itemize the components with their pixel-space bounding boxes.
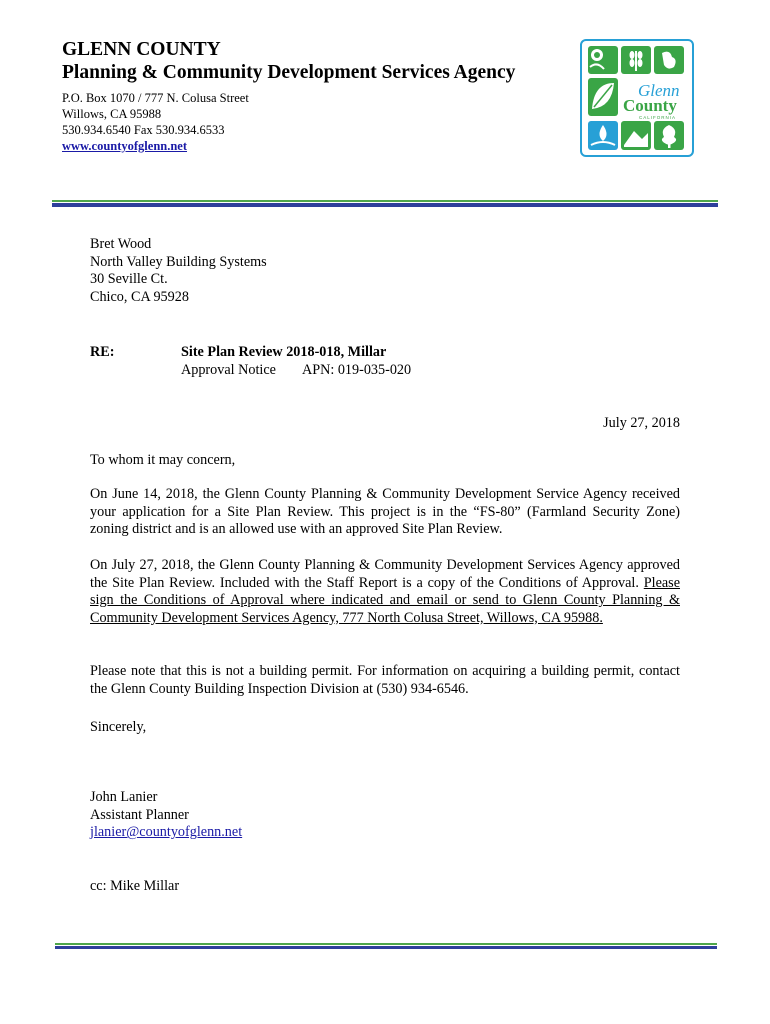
subject-title: Site Plan Review 2018-018, Millar — [181, 344, 387, 360]
agency-department: Planning & Community Development Services Agency — [62, 62, 516, 83]
closing: Sincerely, — [90, 719, 147, 735]
paragraph-approval — [90, 557, 680, 627]
website-link[interactable]: www.countyofglenn.net — [62, 139, 188, 153]
svg-text:CALIFORNIA: CALIFORNIA — [639, 115, 677, 120]
approval-text: On July 27, 2018, the Glenn County Planning & Community Development Services Agency approved the Site Plan Review. Included with the Staff Report is a copy of the Conditions of Approval. — [90, 557, 680, 591]
header-divider — [52, 200, 718, 207]
signing-instructions: Please sign the Conditions of Approval where indicated and email or send to Glenn County Planning & Community Development Services Agency, 777 North Colusa Street, Willows, CA 95988. — [90, 574, 680, 626]
landscape-icon — [621, 121, 651, 150]
carbon-copy: cc: Mike Millar — [90, 878, 180, 894]
paragraph-application: On June 14, 2018, the Glenn County Planning & Community Development Service Agency received your application for a Site Plan Review. This project is in the “FS-80” (Farmland Security Zone) zoning district and is an allowed use with an approved Site Plan Review. — [90, 486, 680, 538]
re-label: RE: — [90, 344, 115, 360]
paragraph-permit-note: Please note that this is not a building permit. For information on acquiring a building permit, contact the Glenn County Building Inspection Division at (530) 934-6546. — [90, 663, 680, 697]
subject-details — [181, 362, 411, 380]
salutation: To whom it may concern, — [90, 452, 236, 468]
agency-address — [62, 90, 532, 154]
signer-email-link[interactable]: jlanier@countyofglenn.net — [90, 824, 243, 841]
address-line: P.O. Box 1070 / 777 N. Colusa Street — [62, 91, 249, 105]
recipient-city: Chico, CA 95928 — [90, 288, 189, 305]
signer-name: John Lanier — [90, 789, 158, 805]
leaf-icon — [588, 78, 618, 116]
signer-title: Assistant Planner — [90, 806, 189, 823]
county-wordmark — [623, 81, 680, 120]
recipient-name: Bret Wood — [90, 236, 152, 252]
water-drop-icon — [588, 121, 618, 150]
recipient-street: 30 Seville Ct. — [90, 271, 168, 288]
glenn-county-logo — [580, 39, 694, 157]
approval-notice: Approval Notice — [181, 362, 276, 378]
bird-icon — [654, 46, 684, 74]
city-line: Willows, CA 95988 — [62, 107, 162, 121]
recipient-address — [90, 236, 680, 306]
phone-line: 530.934.6540 Fax 530.934.6533 — [62, 123, 225, 137]
footer-divider — [55, 943, 717, 949]
letterhead — [62, 38, 532, 154]
svg-text:County: County — [623, 96, 677, 115]
apn-number: APN: 019-035-020 — [301, 362, 412, 378]
svg-text:Glenn: Glenn — [638, 81, 680, 100]
signature-block — [90, 789, 242, 842]
recipient-company: North Valley Building Systems — [90, 253, 267, 270]
letter-date: July 27, 2018 — [603, 415, 680, 431]
tree-icon — [654, 121, 684, 150]
wheat-icon — [621, 46, 651, 74]
agency-name: GLENN COUNTY — [62, 39, 221, 60]
sunflower-icon — [588, 46, 618, 74]
